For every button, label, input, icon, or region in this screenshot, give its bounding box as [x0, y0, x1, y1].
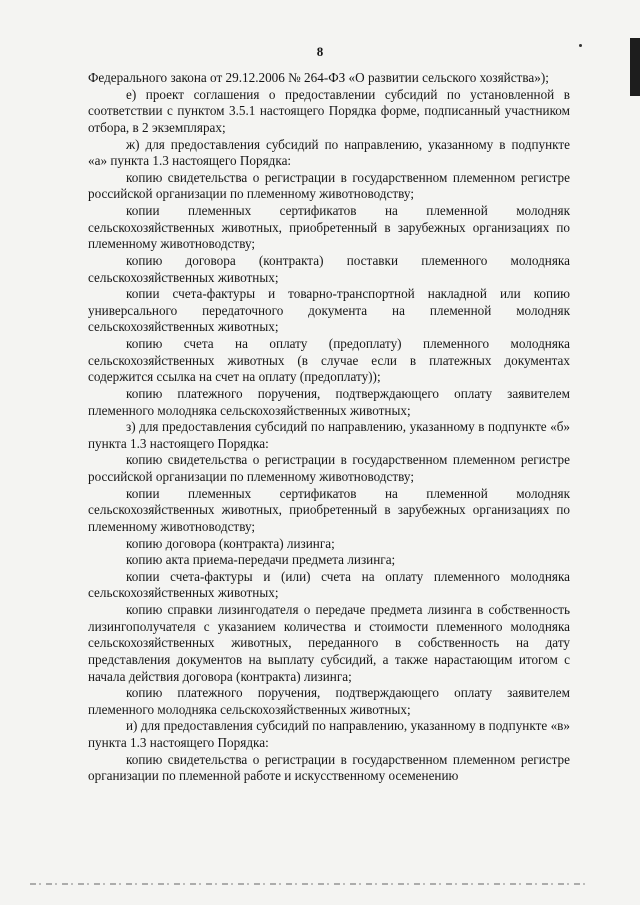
scan-speck [579, 44, 582, 47]
list-item: копию счета на оплату (предоплату) племенного молодняка сельскохозяйственных животных (в случае если в платежных документах содержится ссылка на счет на оплату (предоплату)); [88, 336, 570, 385]
list-item: копии племенных сертификатов на племенной молодняк сельскохозяйственных животных, приобретенный в зарубежных организациях по племенному животноводству; [88, 203, 570, 252]
page-number: 8 [316, 44, 324, 59]
list-item: копии счета-фактуры и товарно-транспортной накладной или копию универсального передаточного документа на племенной молодняк сельскохозяйственных животных; [88, 286, 570, 335]
paragraph-e: е) проект соглашения о предоставлении субсидий по установленной в соответствии с пунктом 3.5.1 настоящего Порядка форме, подписанный участником отбора, в 2 экземплярах; [88, 86, 570, 135]
list-item: копию акта приема-передачи предмета лизинга; [126, 552, 396, 568]
paragraph-zh: ж) для предоставления субсидий по направлению, указанному в подпункте «а» пункта 1.3 настоящего Порядка: [88, 136, 570, 169]
paragraph-z: з) для предоставления субсидий по направлению, указанному в подпункте «б» пункта 1.3 настоящего Порядка: [88, 419, 570, 451]
list-item: копию платежного поручения, подтверждающего оплату заявителем племенного молодняка сельскохозяйственных животных; [88, 385, 570, 418]
list-item: копии племенных сертификатов на племенной молодняк сельскохозяйственных животных, приобретенный в зарубежных организациях по племенному животноводству; [88, 485, 570, 534]
list-item: копию платежного поручения, подтверждающего оплату заявителем племенного молодняка сельскохозяйственных животных; [88, 685, 570, 717]
list-item: копию свидетельства о регистрации в государственном племенном регистре организации по племенной работе и искусственному осеменению [88, 751, 570, 784]
list-item: копию свидетельства о регистрации в государственном племенном регистре российской организации по племенному животноводству; [88, 452, 570, 484]
paragraph-i: и) для предоставления субсидий по направлению, указанному в подпункте «в» пункта 1.3 настоящего Порядка: [88, 718, 570, 750]
paragraph-continuation: Федерального закона от 29.12.2006 № 264-ФЗ «О развитии сельского хозяйства»); [88, 70, 549, 85]
scan-noise-line [30, 883, 590, 885]
scan-edge-mark [630, 38, 640, 96]
list-item: копию договора (контракта) поставки племенного молодняка сельскохозяйственных животных; [88, 252, 570, 285]
document-body [88, 70, 570, 785]
list-item: копию свидетельства о регистрации в государственном племенном регистре российской организации по племенному животноводству; [88, 169, 570, 202]
list-item: копии счета-фактуры и (или) счета на оплату племенного молодняка сельскохозяйственных животных; [88, 568, 570, 601]
list-item: копию справки лизингодателя о передаче предмета лизинга в собственность лизингополучателя с указанием количества и стоимости племенного молодняка сельскохозяйственных животных, переданного в собственность на дату представления документов на выплату субсидий, а также нарастающим итогом с начала действия договора (контракта) лизинга; [88, 602, 570, 684]
list-item: копию договора (контракта) лизинга; [126, 535, 335, 551]
